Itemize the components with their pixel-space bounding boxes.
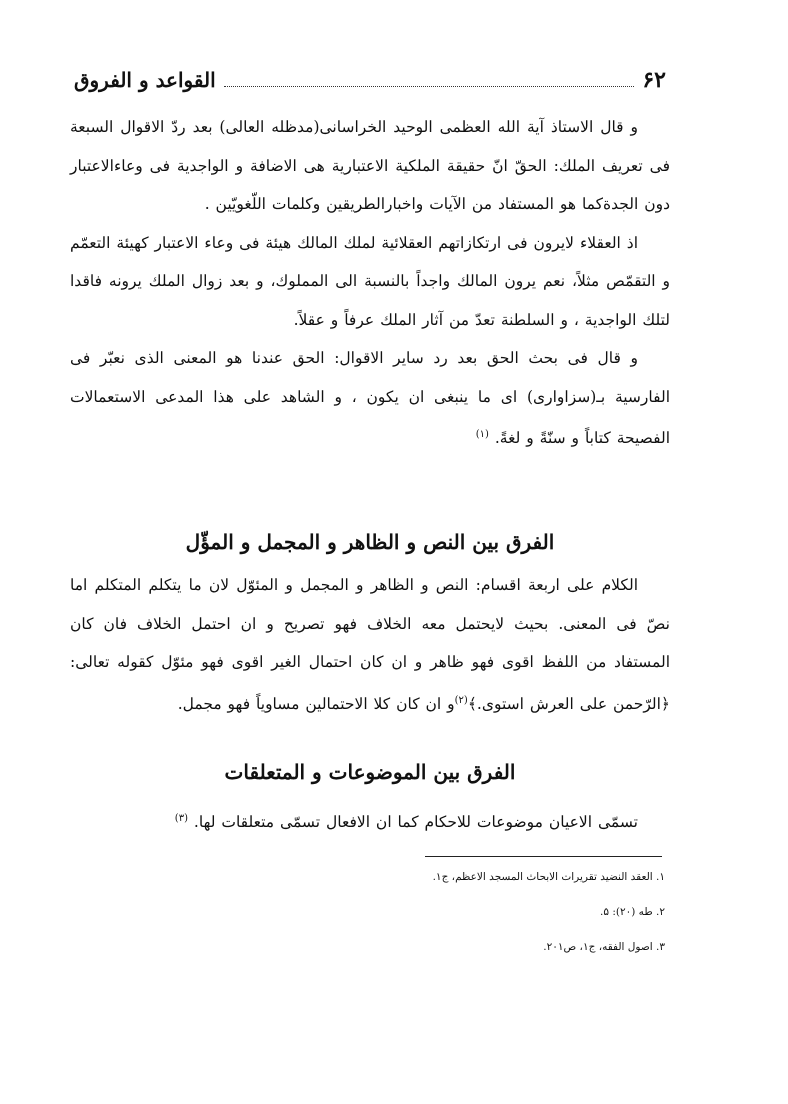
paragraph-3-text: و قال فى بحث الحق بعد رد ساير الاقوال: الحق عندنا هو المعنى الذى نعبّر فى الفارسية بـ(سزاوارى) اى ما ينبغى ان يكون ، و الشاهد على هذا المدعى الاستعمالات الفصيحة كتاباً و سنّةً و لغةً.	[70, 349, 670, 448]
footnote-1: ۱. العقد النضيد تقريرات الابحاث المسجد الاعظم، ج۱.	[432, 871, 665, 883]
paragraph-3	[70, 339, 670, 458]
paragraph-5	[70, 800, 670, 842]
section-title-1: الفرق بين النص و الظاهر و المجمل و المؤّل	[185, 530, 555, 554]
paragraph-4-text: الكلام على اربعة اقسام: النص و الظاهر و المجمل و المئوّل لان ما يتكلم المتكلم اما نصّ فى المعنى. بحيث لايحتمل معه الخلاف فهو تصريح و ان احتمل الخلاف فان كان المستفاد من اللفظ اقوى فهو ظاهر و ان كان احتمال الغير اقوى فهو مئوّل كقوله تعالى:﴿الرّحمن على العرش استوى.﴾	[70, 576, 670, 713]
footnote-3: ۳. اصول الفقه، ج۱، ص۲۰۱.	[543, 941, 665, 953]
paragraph-2: اذ العقلاء لايرون فى ارتكازاتهم العقلائية لملك المالك هيئة فى وعاء الاعتبار كهيئة التعمّم و التقمّص مثلاً، نعم يرون المالك واجداً بالنسبة الى المملوك، و بعد زوال الملك يرونه فاقدا لتلك الواجدية ، و السلطنة تعدّ من آثار الملك عرفاً و عقلاً.	[70, 233, 670, 329]
paragraph-4	[70, 566, 670, 723]
footnote-ref-1: (۱)	[475, 429, 489, 440]
paragraph-4-tail: و ان كان كلا الاحتمالين مساوياً فهو مجمل.	[177, 694, 455, 713]
footnote-2: ۲. طه (۲۰): ۵.	[600, 906, 665, 918]
section-title-2: الفرق بين الموضوعات و المتعلقات	[224, 760, 516, 784]
footnote-ref-2: (۲)	[454, 694, 468, 706]
header-dotted-leader	[224, 85, 635, 87]
page-number: ۶۲	[642, 67, 666, 93]
footnote-separator	[425, 856, 662, 857]
body-block-1	[70, 108, 670, 458]
footnote-ref-3: (۳)	[174, 813, 188, 824]
running-title: القواعد و الفروق	[74, 68, 216, 92]
footnotes	[120, 868, 665, 973]
body-block-3	[70, 800, 670, 842]
page-header	[74, 62, 666, 94]
body-block-2	[70, 566, 670, 723]
paragraph-1: و قال الاستاذ آية الله العظمى الوحيد الخراسانى(مدظله العالى) بعد ردّ الاقوال السبعة فى تعريف الملك: الحقّ انّ حقيقة الملكية الاعتبارية هى الاضافة و الواجدية فى وعاءالاعتبار دون الجدةكما هو المستفاد من الآيات واخبارالطريقين وكلمات اللّغويّين .	[70, 118, 670, 213]
paragraph-5-text: تسمّى الاعيان موضوعات للاحكام كما ان الافعال تسمّى متعلقات لها.	[193, 813, 638, 832]
